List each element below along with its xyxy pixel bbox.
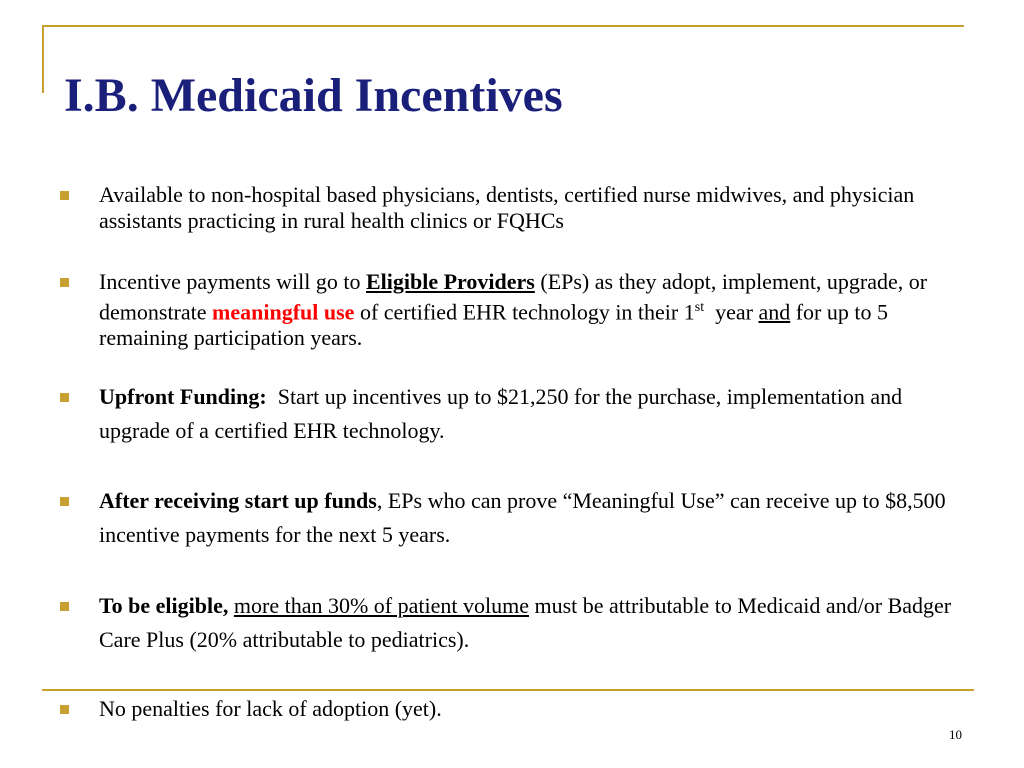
bullet-text: No penalties for lack of adoption (yet). [99, 696, 442, 721]
text-run: (EPs) as they adopt, implement, upgrade, or demonstrate [99, 269, 928, 325]
bullet-text [99, 589, 960, 657]
patient-volume-term: more than 30% of patient volume [233, 593, 529, 618]
square-bullet-icon [60, 602, 69, 611]
bullet-eligibility-list [60, 182, 960, 234]
bullet-after-funds [60, 484, 960, 552]
and-emphasis: and [758, 299, 791, 325]
square-bullet-icon [60, 705, 69, 714]
square-bullet-icon [60, 393, 69, 402]
square-bullet-icon [60, 497, 69, 506]
left-rule [42, 25, 44, 93]
bullet-text [99, 380, 960, 448]
bullet-upfront-funding [60, 380, 960, 448]
bullet-no-penalties [60, 696, 960, 722]
slide-title: I.B. Medicaid Incentives [64, 69, 563, 122]
square-bullet-icon [60, 191, 69, 200]
ordinal-suffix: st [694, 300, 705, 315]
eligible-providers-term: Eligible Providers [366, 269, 535, 294]
top-rule [42, 25, 964, 27]
bullet-incentive-payments [60, 269, 960, 351]
meaningful-use-term: meaningful use [212, 299, 355, 325]
upfront-funding-label: Upfront Funding: [99, 384, 267, 409]
to-be-eligible-label: To be eligible, [99, 593, 229, 618]
bottom-rule [42, 689, 974, 691]
text-run: of certified EHR technology in their 1 [354, 299, 695, 325]
text-run: Start up incentives up to $21,250 for the purchase, implementation and upgrade of a certified EHR technology. [99, 384, 908, 443]
text-run: must be attributable to Medicaid and/or Badger Care Plus (20% attributable to pediatrics). [99, 593, 952, 652]
page-number: 10 [949, 727, 962, 742]
bullet-text [99, 484, 960, 552]
text-run: Incentive payments will go to [99, 269, 366, 294]
text-run: , EPs who can prove “Meaningful Use” can receive up to $8,500 incentive payments for the next 5 years. [99, 488, 946, 547]
bullet-text [99, 269, 960, 351]
bullet-text: Available to non-hospital based physicians, dentists, certified nurse midwives, and physician assistants practicing in rural health clinics or FQHCs [99, 182, 915, 233]
bullet-eligibility-criteria [60, 589, 960, 657]
text-run: for up to 5 remaining participation years. [99, 299, 888, 351]
text-run: year [704, 299, 759, 325]
after-funds-label: After receiving start up funds [99, 488, 377, 513]
square-bullet-icon [60, 278, 69, 287]
